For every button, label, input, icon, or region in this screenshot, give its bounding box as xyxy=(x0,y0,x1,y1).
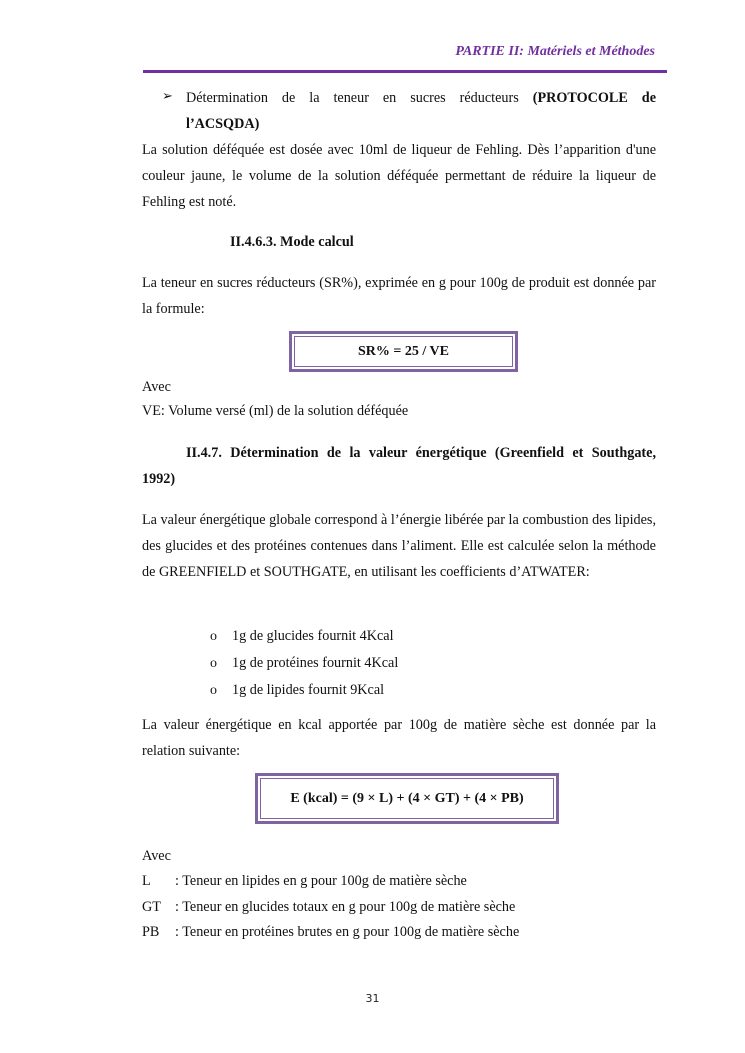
page-number: 31 xyxy=(365,992,380,1005)
paragraph-energy: La valeur énergétique globale correspond à l’énergie libérée par la combustion des lipides, des glucides et des protéines contenues dans l’aliment. Elle est calculée selon la méthode de GREENFIELD et SOUTHGATE, en utilisant les coefficients d’ATWATER: xyxy=(142,512,656,580)
bullet-heading-line2: l’ACSQDA) xyxy=(186,116,260,132)
list-item xyxy=(210,677,398,704)
definition-symbol: PB xyxy=(142,924,160,940)
page-header-title: PARTIE II: Matériels et Méthodes xyxy=(455,44,655,59)
definition-row xyxy=(142,920,519,946)
formula-box-sr xyxy=(289,331,518,372)
definition-row xyxy=(142,895,519,921)
list-item-text: 1g de lipides fournit 9Kcal xyxy=(232,682,385,698)
list-item-text: 1g de glucides fournit 4Kcal xyxy=(232,628,394,644)
formula-box-energy xyxy=(255,773,559,824)
bullet-heading-bold: (PROTOCOLE de xyxy=(532,90,656,106)
definition-symbol: GT xyxy=(142,898,161,915)
avec-label-2: Avec xyxy=(142,848,171,864)
header-rule xyxy=(143,70,667,73)
definitions-list xyxy=(142,869,519,946)
definition-symbol: L xyxy=(142,873,151,889)
list-item xyxy=(210,650,398,677)
circle-bullet-icon: o xyxy=(210,656,217,671)
section-heading-47 xyxy=(142,440,656,492)
definition-text: : Teneur en protéines brutes en g pour 100g de matière sèche xyxy=(175,924,520,940)
list-item-text: 1g de protéines fournit 4Kcal xyxy=(232,655,399,671)
arrow-bullet-icon: ➢ xyxy=(162,88,173,103)
section-heading-463: II.4.6.3. Mode calcul xyxy=(230,234,354,250)
coefficient-list xyxy=(210,623,398,704)
paragraph-sr-intro: La teneur en sucres réducteurs (SR%), exprimée en g pour 100g de produit est donnée par la formule: xyxy=(142,275,656,317)
paragraph-fehling: La solution déféquée est dosée avec 10ml de liqueur de Fehling. Dès l’apparition d'une couleur jaune, le volume de la solution déféquée permettant de réduire la liqueur de Fehling est noté. xyxy=(142,142,656,210)
circle-bullet-icon: o xyxy=(210,683,217,698)
formula-energy: E (kcal) = (9 × L) + (4 × GT) + (4 × PB) xyxy=(260,778,554,819)
section-heading-47-line2: 1992) xyxy=(142,471,176,487)
definition-text: : Teneur en lipides en g pour 100g de matière sèche xyxy=(175,873,467,889)
definition-text: : Teneur en glucides totaux en g pour 100g de matière sèche xyxy=(175,898,516,915)
bullet-heading-normal: Détermination de la teneur en sucres réducteurs xyxy=(186,90,519,106)
list-item xyxy=(210,623,398,650)
avec-label-1: Avec xyxy=(142,379,171,395)
circle-bullet-icon: o xyxy=(210,629,217,644)
definition-row xyxy=(142,869,519,895)
section-heading-47-line1: II.4.7. Détermination de la valeur énergétique (Greenfield et Southgate, xyxy=(186,445,656,461)
formula-sr: SR% = 25 / VE xyxy=(294,336,513,367)
bullet-heading xyxy=(186,85,656,137)
paragraph-energy-relation: La valeur énergétique en kcal apportée par 100g de matière sèche est donnée par la relation suivante: xyxy=(142,717,656,759)
ve-definition: VE: Volume versé (ml) de la solution déféquée xyxy=(142,403,409,419)
